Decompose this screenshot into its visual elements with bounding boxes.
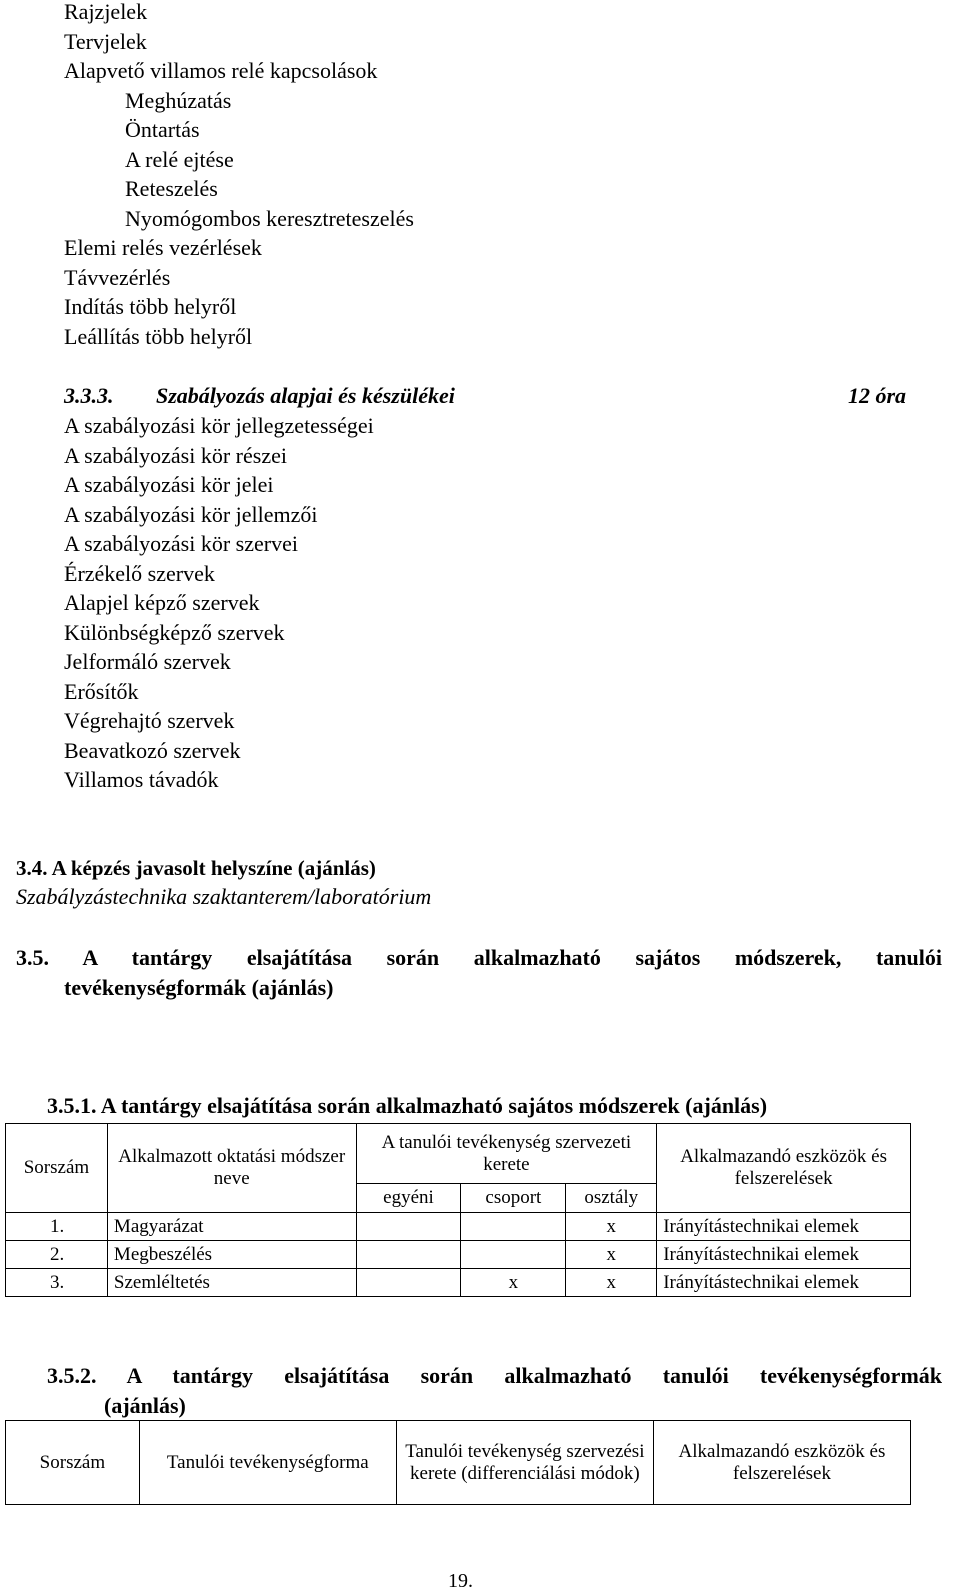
list-item: Öntartás [125,117,200,142]
list-item: A szabályozási kör jellemzői [64,502,318,527]
row-csoport: x [461,1269,566,1297]
list-item: A szabályozási kör szervei [64,531,298,556]
header-egyeni: egyéni [356,1184,461,1213]
row-tools: Irányítástechnikai elemek [657,1213,911,1241]
list-item: Jelformáló szervek [64,649,231,674]
row-method: Szemléltetés [107,1269,356,1297]
list-item: Különbségképző szervek [64,620,285,645]
table-row [6,1213,911,1241]
section-hours: 12 óra [848,383,907,408]
section-34-heading: 3.4. A képzés javasolt helyszíne (ajánlás) [16,856,376,880]
row-egyeni [356,1213,461,1241]
list-item: Alapjel képző szervek [64,590,260,615]
section-number: 3.3.3. [64,383,114,408]
row-egyeni [356,1241,461,1269]
list-item: Meghúzatás [125,88,232,113]
header-sorszam: Sorszám [6,1124,108,1213]
row-num: 1. [6,1213,108,1241]
row-num: 3. [6,1269,108,1297]
header-tools: Alkalmazandó eszközök és felszerelések [657,1124,911,1213]
list-item: Beavatkozó szervek [64,738,241,763]
row-method: Magyarázat [107,1213,356,1241]
list-item: Tervjelek [64,29,147,54]
list-item: Reteszelés [125,176,218,201]
row-csoport [461,1241,566,1269]
row-csoport [461,1213,566,1241]
header-organization: Tanulói tevékenység szervezési kerete (differenciálási módok) [396,1421,653,1505]
methods-table [5,1123,911,1297]
row-method: Megbeszélés [107,1241,356,1269]
table-row [6,1269,911,1297]
activity-table [5,1420,911,1505]
list-item: Alapvető villamos relé kapcsolások [64,58,378,83]
section-35-heading-line2: tevékenységformák (ajánlás) [64,975,334,1000]
section-351-heading: 3.5.1. A tantárgy elsajátítása során alkalmazható sajátos módszerek (ajánlás) [47,1093,768,1118]
row-tools: Irányítástechnikai elemek [657,1241,911,1269]
row-osztaly: x [566,1213,657,1241]
table-header-row [6,1124,911,1184]
row-osztaly: x [566,1269,657,1297]
page-number: 19. [448,1570,473,1592]
row-tools: Irányítástechnikai elemek [657,1269,911,1297]
list-item: Villamos távadók [64,767,219,792]
header-csoport: csoport [461,1184,566,1213]
list-item: Rajzjelek [64,0,148,24]
list-item: A szabályozási kör jelei [64,472,274,497]
section-352-heading-line1: 3.5.2. A tantárgy elsajátítása során alkalmazható tanulói tevékenységformák [47,1363,942,1388]
list-item: Nyomógombos keresztreteszelés [125,206,414,231]
list-item: Érzékelő szervek [64,561,215,586]
table-header-row [6,1421,911,1505]
row-num: 2. [6,1241,108,1269]
list-item: Elemi relés vezérlések [64,235,262,260]
header-activity-form: Tanulói tevékenységforma [139,1421,396,1505]
list-item: Erősítők [64,679,139,704]
list-item: Indítás több helyről [64,294,237,319]
section-35-heading-line1: 3.5. A tantárgy elsajátítása során alkalmazható sajátos módszerek, tanulói [16,945,942,970]
list-item: Végrehajtó szervek [64,708,235,733]
header-sorszam: Sorszám [6,1421,140,1505]
row-egyeni [356,1269,461,1297]
section-352-heading-line2: (ajánlás) [104,1393,186,1418]
header-tools: Alkalmazandó eszközök és felszerelések [653,1421,910,1505]
list-item: A relé ejtése [125,147,234,172]
section-34-location: Szabályzástechnika szaktanterem/laboratórium [16,884,432,909]
header-method: Alkalmazott oktatási módszer neve [107,1124,356,1213]
table-row [6,1241,911,1269]
list-item: A szabályozási kör jellegzetességei [64,413,374,438]
section-title: Szabályozás alapjai és készülékei [156,383,455,408]
list-item: Távvezérlés [64,265,171,290]
list-item: A szabályozási kör részei [64,443,287,468]
row-osztaly: x [566,1241,657,1269]
header-osztaly: osztály [566,1184,657,1213]
header-organization: A tanulói tevékenység szervezeti kerete [356,1124,657,1184]
list-item: Leállítás több helyről [64,324,253,349]
